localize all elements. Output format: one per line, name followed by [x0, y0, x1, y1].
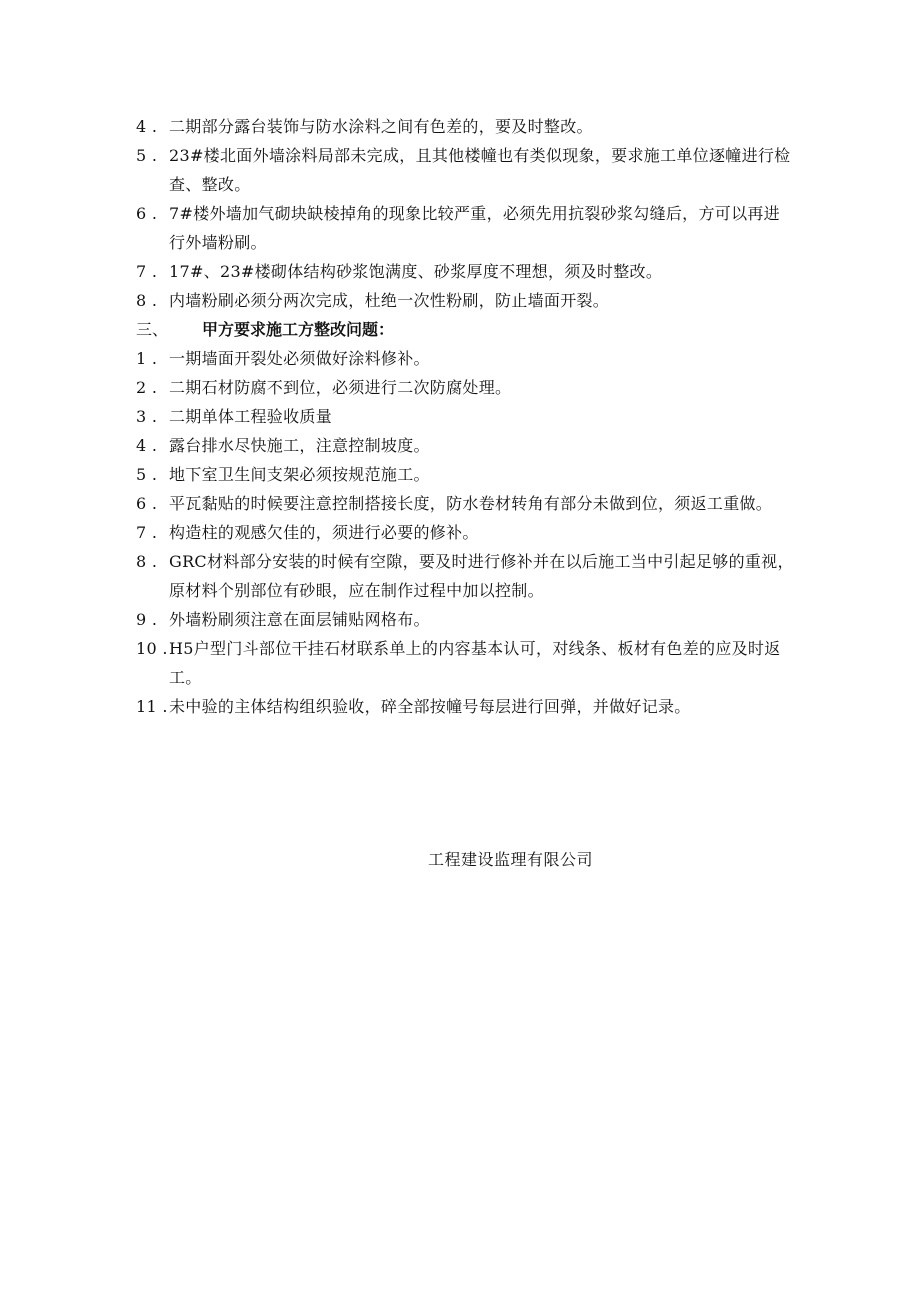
item-text: 二期单体工程验收质量 [169, 407, 333, 426]
list-item [136, 373, 796, 402]
item-number: 6 . [136, 494, 158, 513]
item-number: 7 . [136, 523, 158, 542]
item-number: 6 . [136, 204, 158, 223]
section3-list [136, 344, 796, 721]
list-item [136, 460, 796, 489]
list-item [136, 402, 796, 431]
list-item [136, 257, 796, 286]
list-item [136, 112, 796, 141]
item-text: 二期部分露台装饰与防水涂料之间有色差的，要及时整改。 [169, 117, 593, 136]
item-text: 7#楼外墙加气砌块缺棱掉角的现象比较严重，必须先用抗裂砂浆勾缝后，方可以再进行外墙粉刷。 [169, 204, 780, 252]
item-text: 二期石材防腐不到位，必须进行二次防腐处理。 [169, 378, 512, 397]
section-title: 甲方要求施工方整改问题： [202, 320, 395, 339]
item-number: 4 . [136, 436, 158, 455]
section3-heading [136, 315, 796, 344]
item-text: 一期墙面开裂处必须做好涂料修补。 [169, 349, 430, 368]
list-item [136, 286, 796, 315]
item-text: 17#、23#楼砌体结构砂浆饱满度、砂浆厚度不理想，须及时整改。 [169, 262, 663, 281]
list-item [136, 547, 796, 605]
item-text: 未中验的主体结构组织验收，碎全部按幢号每层进行回弹，并做好记录。 [169, 697, 691, 716]
item-text: 内墙粉刷必须分两次完成，杜绝一次性粉刷，防止墙面开裂。 [169, 291, 610, 310]
item-number: 5 . [136, 465, 158, 484]
item-number: 7 . [136, 262, 158, 281]
item-number: 10 . [136, 639, 168, 658]
list-item [136, 634, 796, 692]
item-text: 平瓦黏贴的时候要注意控制搭接长度，防水卷材转角有部分未做到位，须返工重做。 [169, 494, 773, 513]
item-text: 露台排水尽快施工，注意控制坡度。 [169, 436, 430, 455]
item-text: 23#楼北面外墙涂料局部未完成，且其他楼幢也有类似现象，要求施工单位逐幢进行检查、整改。 [169, 146, 791, 194]
item-text: GRC材料部分安装的时候有空隙，要及时进行修补并在以后施工当中引起足够的重视，原材料个别部位有砂眼，应在制作过程中加以控制。 [169, 552, 794, 600]
list-item [136, 199, 796, 257]
item-number: 2 . [136, 378, 158, 397]
list-item [136, 605, 796, 634]
item-number: 8 . [136, 291, 158, 310]
item-number: 5 . [136, 146, 158, 165]
document-body [136, 112, 796, 721]
item-number: 11 . [136, 697, 168, 716]
item-text: 构造柱的观感欠佳的，须进行必要的修补。 [169, 523, 479, 542]
item-text: 地下室卫生间支架必须按规范施工。 [169, 465, 430, 484]
section-number: 三、 [136, 320, 169, 339]
section2-list [136, 112, 796, 315]
item-number: 4 . [136, 117, 158, 136]
company-signature: 工程建设监理有限公司 [428, 850, 594, 869]
item-number: 8 . [136, 552, 158, 571]
item-number: 1 . [136, 349, 158, 368]
list-item [136, 518, 796, 547]
list-item [136, 692, 796, 721]
item-text: H5户型门斗部位干挂石材联系单上的内容基本认可，对线条、板材有色差的应及时返工。 [169, 639, 781, 687]
list-item [136, 489, 796, 518]
list-item [136, 431, 796, 460]
list-item [136, 141, 796, 199]
item-number: 3 . [136, 407, 158, 426]
item-text: 外墙粉刷须注意在面层铺贴网格布。 [169, 610, 430, 629]
list-item [136, 344, 796, 373]
item-number: 9 . [136, 610, 158, 629]
